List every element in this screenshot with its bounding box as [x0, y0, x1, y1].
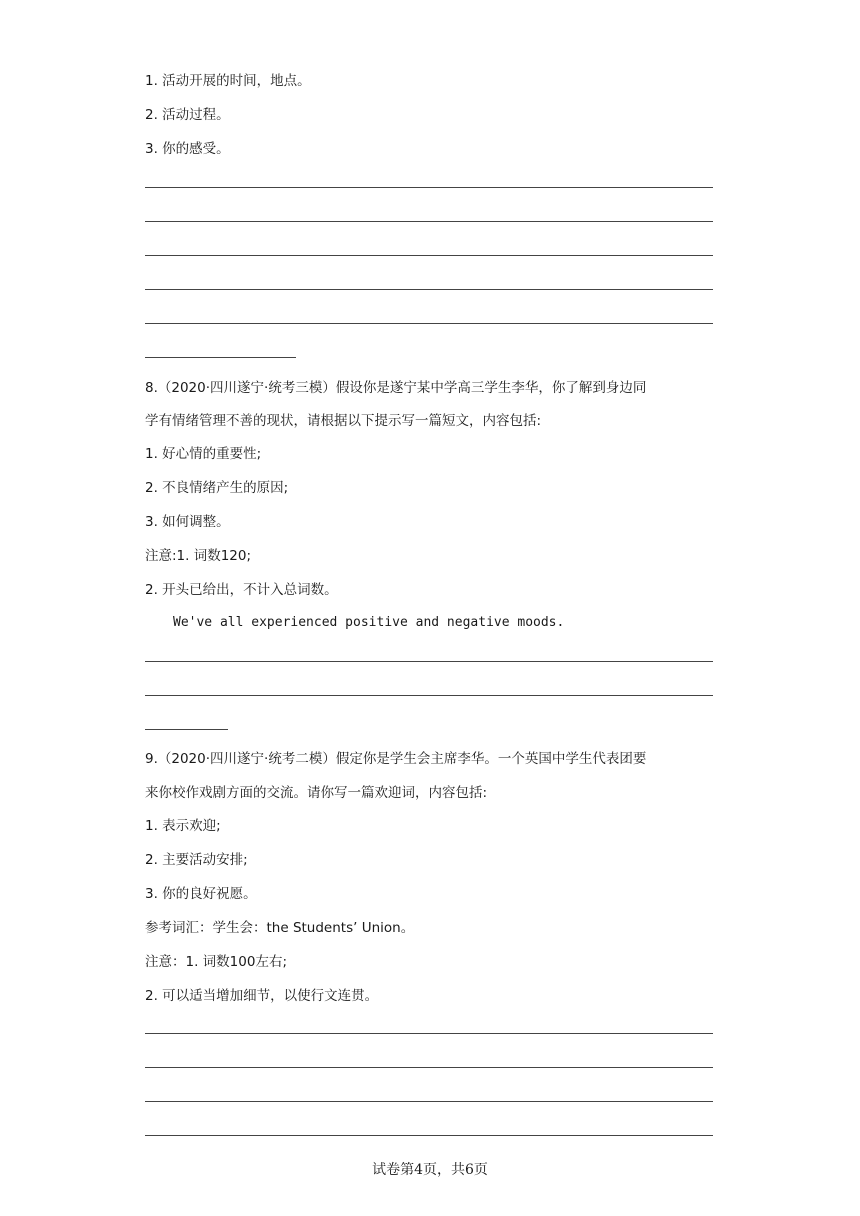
- task-item-2: 2. 活动过程。: [145, 107, 230, 123]
- question-8-stem-cont: 学有情绪管理不善的现状，请根据以下提示写一篇短文，内容包括:: [145, 413, 542, 429]
- answer-line: [145, 1033, 713, 1034]
- question-8-note-1: 注意:1. 词数120;: [145, 548, 252, 564]
- question-9-stem-cont: 来你校作戏剧方面的交流。请你写一篇欢迎词，内容包括:: [145, 785, 488, 801]
- answer-line: [145, 661, 713, 662]
- question-9-note-1: 注意：1. 词数100左右;: [145, 954, 287, 970]
- answer-line: [145, 221, 713, 222]
- answer-line: [145, 255, 713, 256]
- answer-line: [145, 289, 713, 290]
- page-footer: 试卷第4页，共6页: [372, 1162, 488, 1178]
- question-9-item-1: 1. 表示欢迎;: [145, 818, 221, 834]
- answer-line: [145, 729, 228, 730]
- question-9-item-3: 3. 你的良好祝愿。: [145, 886, 257, 902]
- answer-line: [145, 695, 713, 696]
- answer-line: [145, 1067, 713, 1068]
- question-8-opening: We've all experienced positive and negative moods.: [173, 615, 565, 630]
- answer-line: [145, 323, 713, 324]
- question-8-note-2: 2. 开头已给出，不计入总词数。: [145, 582, 338, 598]
- question-8-item-1: 1. 好心情的重要性;: [145, 446, 262, 462]
- question-9-item-2: 2. 主要活动安排;: [145, 852, 248, 868]
- question-9-vocab: 参考词汇：学生会：the Students’ Union。: [145, 920, 415, 936]
- task-item-1: 1. 活动开展的时间，地点。: [145, 73, 311, 89]
- question-9-stem: 9.（2020·四川遂宁·统考二模）假定你是学生会主席李华。一个英国中学生代表团要: [145, 751, 647, 767]
- question-8-stem: 8.（2020·四川遂宁·统考三模）假设你是遂宁某中学高三学生李华，你了解到身边同: [145, 380, 647, 396]
- answer-line: [145, 357, 296, 358]
- question-8-item-2: 2. 不良情绪产生的原因;: [145, 480, 289, 496]
- answer-line: [145, 1101, 713, 1102]
- task-item-3: 3. 你的感受。: [145, 141, 230, 157]
- question-9-note-2: 2. 可以适当增加细节，以使行文连贯。: [145, 988, 379, 1004]
- question-8-item-3: 3. 如何调整。: [145, 514, 230, 530]
- answer-line: [145, 1135, 713, 1136]
- answer-line: [145, 187, 713, 188]
